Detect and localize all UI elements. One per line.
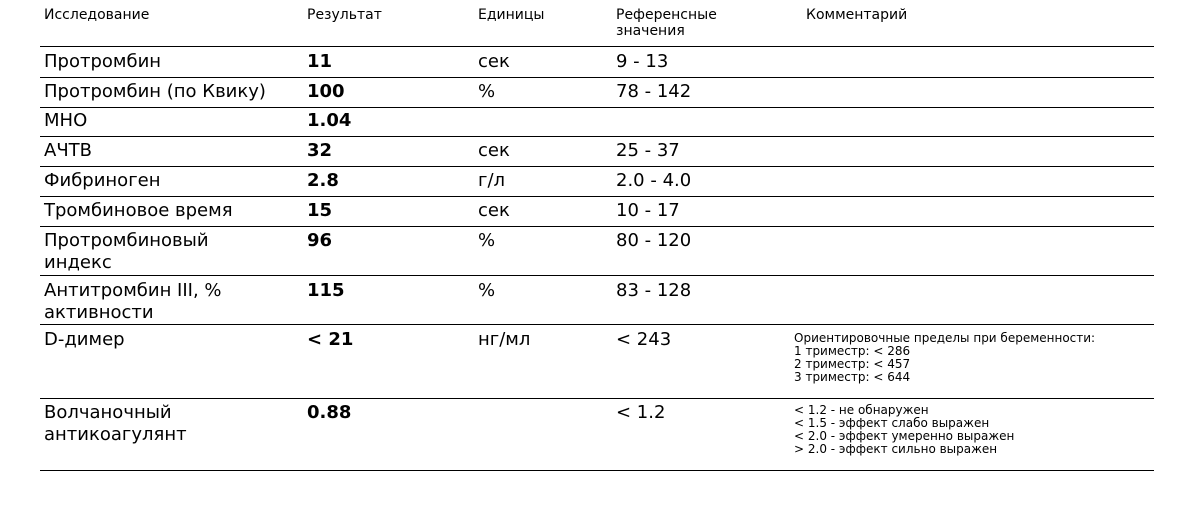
test-units: г/л [478, 170, 506, 191]
test-reference: 83 - 128 [616, 280, 692, 301]
test-units: % [478, 81, 496, 102]
row-divider [40, 324, 1154, 325]
test-units: % [478, 230, 496, 251]
row-divider [40, 166, 1154, 167]
row-divider [40, 398, 1154, 399]
test-name: МНО [44, 110, 88, 131]
test-name: АЧТВ [44, 140, 92, 161]
header-result: Результат [307, 7, 382, 23]
header-comment: Комментарий [806, 7, 908, 23]
test-name: Протромбиновый индекс [44, 230, 209, 273]
test-reference: < 243 [616, 329, 672, 350]
test-name: Протромбин (по Квику) [44, 81, 266, 102]
test-result: < 21 [307, 329, 354, 350]
test-comment: Ориентировочные пределы при беременности: 1 триместр: < 286 2 триместр: < 457 3 триместр: < 644 [794, 331, 1096, 384]
test-units: сек [478, 140, 510, 161]
test-result: 100 [307, 81, 345, 102]
row-divider [40, 275, 1154, 276]
test-result: 32 [307, 140, 333, 161]
test-comment: < 1.2 - не обнаружен < 1.5 - эффект слабо выражен < 2.0 - эффект умеренно выражен > 2.0 - эффект сильно выражен [794, 403, 1015, 456]
test-units: сек [478, 51, 510, 72]
row-divider [40, 196, 1154, 197]
test-name: Протромбин [44, 51, 162, 72]
test-reference: 80 - 120 [616, 230, 692, 251]
test-result: 2.8 [307, 170, 339, 191]
test-name: D-димер [44, 329, 125, 350]
header-test: Исследование [44, 7, 150, 23]
row-divider [40, 77, 1154, 78]
test-reference: < 1.2 [616, 402, 666, 423]
header-units: Единицы [478, 7, 545, 23]
test-name: Волчаночный антикоагулянт [44, 402, 187, 445]
test-result: 15 [307, 200, 333, 221]
row-divider [40, 470, 1154, 471]
test-name: Фибриноген [44, 170, 161, 191]
test-result: 96 [307, 230, 333, 251]
test-units: % [478, 280, 496, 301]
test-result: 115 [307, 280, 345, 301]
test-name: Антитромбин III, % активности [44, 280, 222, 323]
test-units: нг/мл [478, 329, 531, 350]
test-reference: 9 - 13 [616, 51, 669, 72]
test-result: 1.04 [307, 110, 352, 131]
row-divider [40, 107, 1154, 108]
row-divider [40, 136, 1154, 137]
test-result: 0.88 [307, 402, 352, 423]
test-name: Тромбиновое время [44, 200, 233, 221]
test-units: сек [478, 200, 510, 221]
test-result: 11 [307, 51, 333, 72]
test-reference: 2.0 - 4.0 [616, 170, 692, 191]
header-reference: Референсные значения [616, 7, 717, 39]
row-divider [40, 46, 1154, 47]
test-reference: 78 - 142 [616, 81, 692, 102]
test-reference: 10 - 17 [616, 200, 680, 221]
test-reference: 25 - 37 [616, 140, 680, 161]
row-divider [40, 226, 1154, 227]
